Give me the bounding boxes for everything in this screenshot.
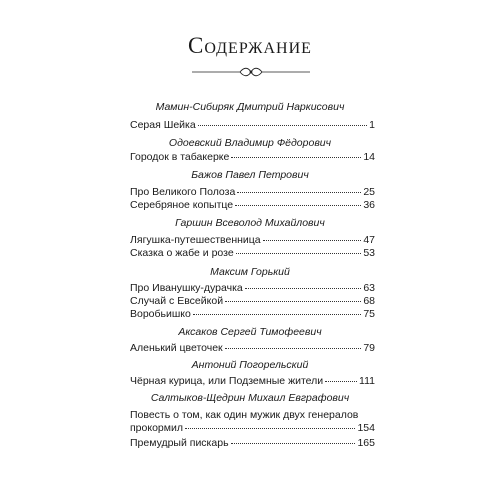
entry-title: Сказка о жабе и розе xyxy=(130,247,234,259)
entry-page: 75 xyxy=(363,308,375,320)
toc-entry[interactable] xyxy=(130,421,375,435)
entry-title: Лягушка-путешественница xyxy=(130,234,261,246)
entry-title: Серая Шейка xyxy=(130,119,196,131)
entry-title: Воробьишко xyxy=(130,308,191,320)
author-heading: Антоний Погорельский xyxy=(191,359,309,371)
entry-page: 79 xyxy=(363,342,375,354)
toc-entry[interactable] xyxy=(130,246,375,260)
dot-leader xyxy=(245,288,362,289)
entry-page: 47 xyxy=(363,234,375,246)
entry-title: Про Великого Полоза xyxy=(130,186,236,198)
author-heading: Салтыков-Щедрин Михаил Евграфович xyxy=(150,392,350,404)
dot-leader xyxy=(235,205,361,206)
entry-page: 25 xyxy=(363,186,375,198)
dot-leader xyxy=(231,443,356,444)
toc-entry[interactable] xyxy=(130,198,375,212)
author-heading: Мамин-Сибиряк Дмитрий Наркисович xyxy=(155,101,345,113)
entry-page: 68 xyxy=(363,295,375,307)
entry-title: Городок в табакерке xyxy=(130,151,230,163)
author-heading: Максим Горький xyxy=(210,266,290,278)
dot-leader xyxy=(225,301,361,302)
entry-page: 154 xyxy=(357,422,375,434)
entry-title: Про Иванушку-дурачка xyxy=(130,282,243,294)
toc-entry[interactable] xyxy=(130,307,375,321)
author-heading: Одоевский Владимир Фёдорович xyxy=(168,137,332,149)
dot-leader xyxy=(263,240,362,241)
dot-leader xyxy=(231,157,361,158)
entry-title: Аленький цветочек xyxy=(130,342,223,354)
author-heading: Бажов Павел Петрович xyxy=(191,169,309,181)
dot-leader xyxy=(325,381,357,382)
entry-page: 36 xyxy=(363,199,375,211)
dot-leader xyxy=(193,314,361,315)
entry-page: 1 xyxy=(369,119,375,131)
page-title: Содержание xyxy=(188,33,312,58)
entry-title: Премудрый пискарь xyxy=(130,437,229,449)
toc-entry[interactable] xyxy=(130,341,375,355)
dot-leader xyxy=(198,125,367,126)
entry-title: Чёрная курица, или Подземные жители xyxy=(130,375,324,387)
toc-entry[interactable] xyxy=(130,185,375,199)
toc-entry[interactable] xyxy=(130,281,375,295)
entry-title-line[interactable]: Повесть о том, как один мужик двух генералов xyxy=(130,409,359,421)
toc-entry[interactable] xyxy=(130,294,375,308)
author-heading: Аксаков Сергей Тимофеевич xyxy=(178,326,322,338)
entry-title: Серебряное копытце xyxy=(130,199,234,211)
toc-entry[interactable] xyxy=(130,374,375,388)
toc-entry[interactable] xyxy=(130,150,375,164)
dot-leader xyxy=(236,253,362,254)
entry-page: 14 xyxy=(363,151,375,163)
entry-title: прокормил xyxy=(130,422,183,434)
entry-page: 53 xyxy=(363,247,375,259)
author-heading: Гаршин Всеволод Михайлович xyxy=(175,217,325,229)
entry-page: 63 xyxy=(363,282,375,294)
dot-leader xyxy=(185,428,356,429)
entry-page: 111 xyxy=(359,375,375,387)
entry-title: Случай с Евсейкой xyxy=(130,295,224,307)
dot-leader xyxy=(225,348,362,349)
toc-entry[interactable] xyxy=(130,233,375,247)
toc-entry[interactable] xyxy=(130,436,375,450)
toc-entry[interactable] xyxy=(130,118,375,132)
dot-leader xyxy=(237,192,361,193)
entry-page: 165 xyxy=(357,437,375,449)
